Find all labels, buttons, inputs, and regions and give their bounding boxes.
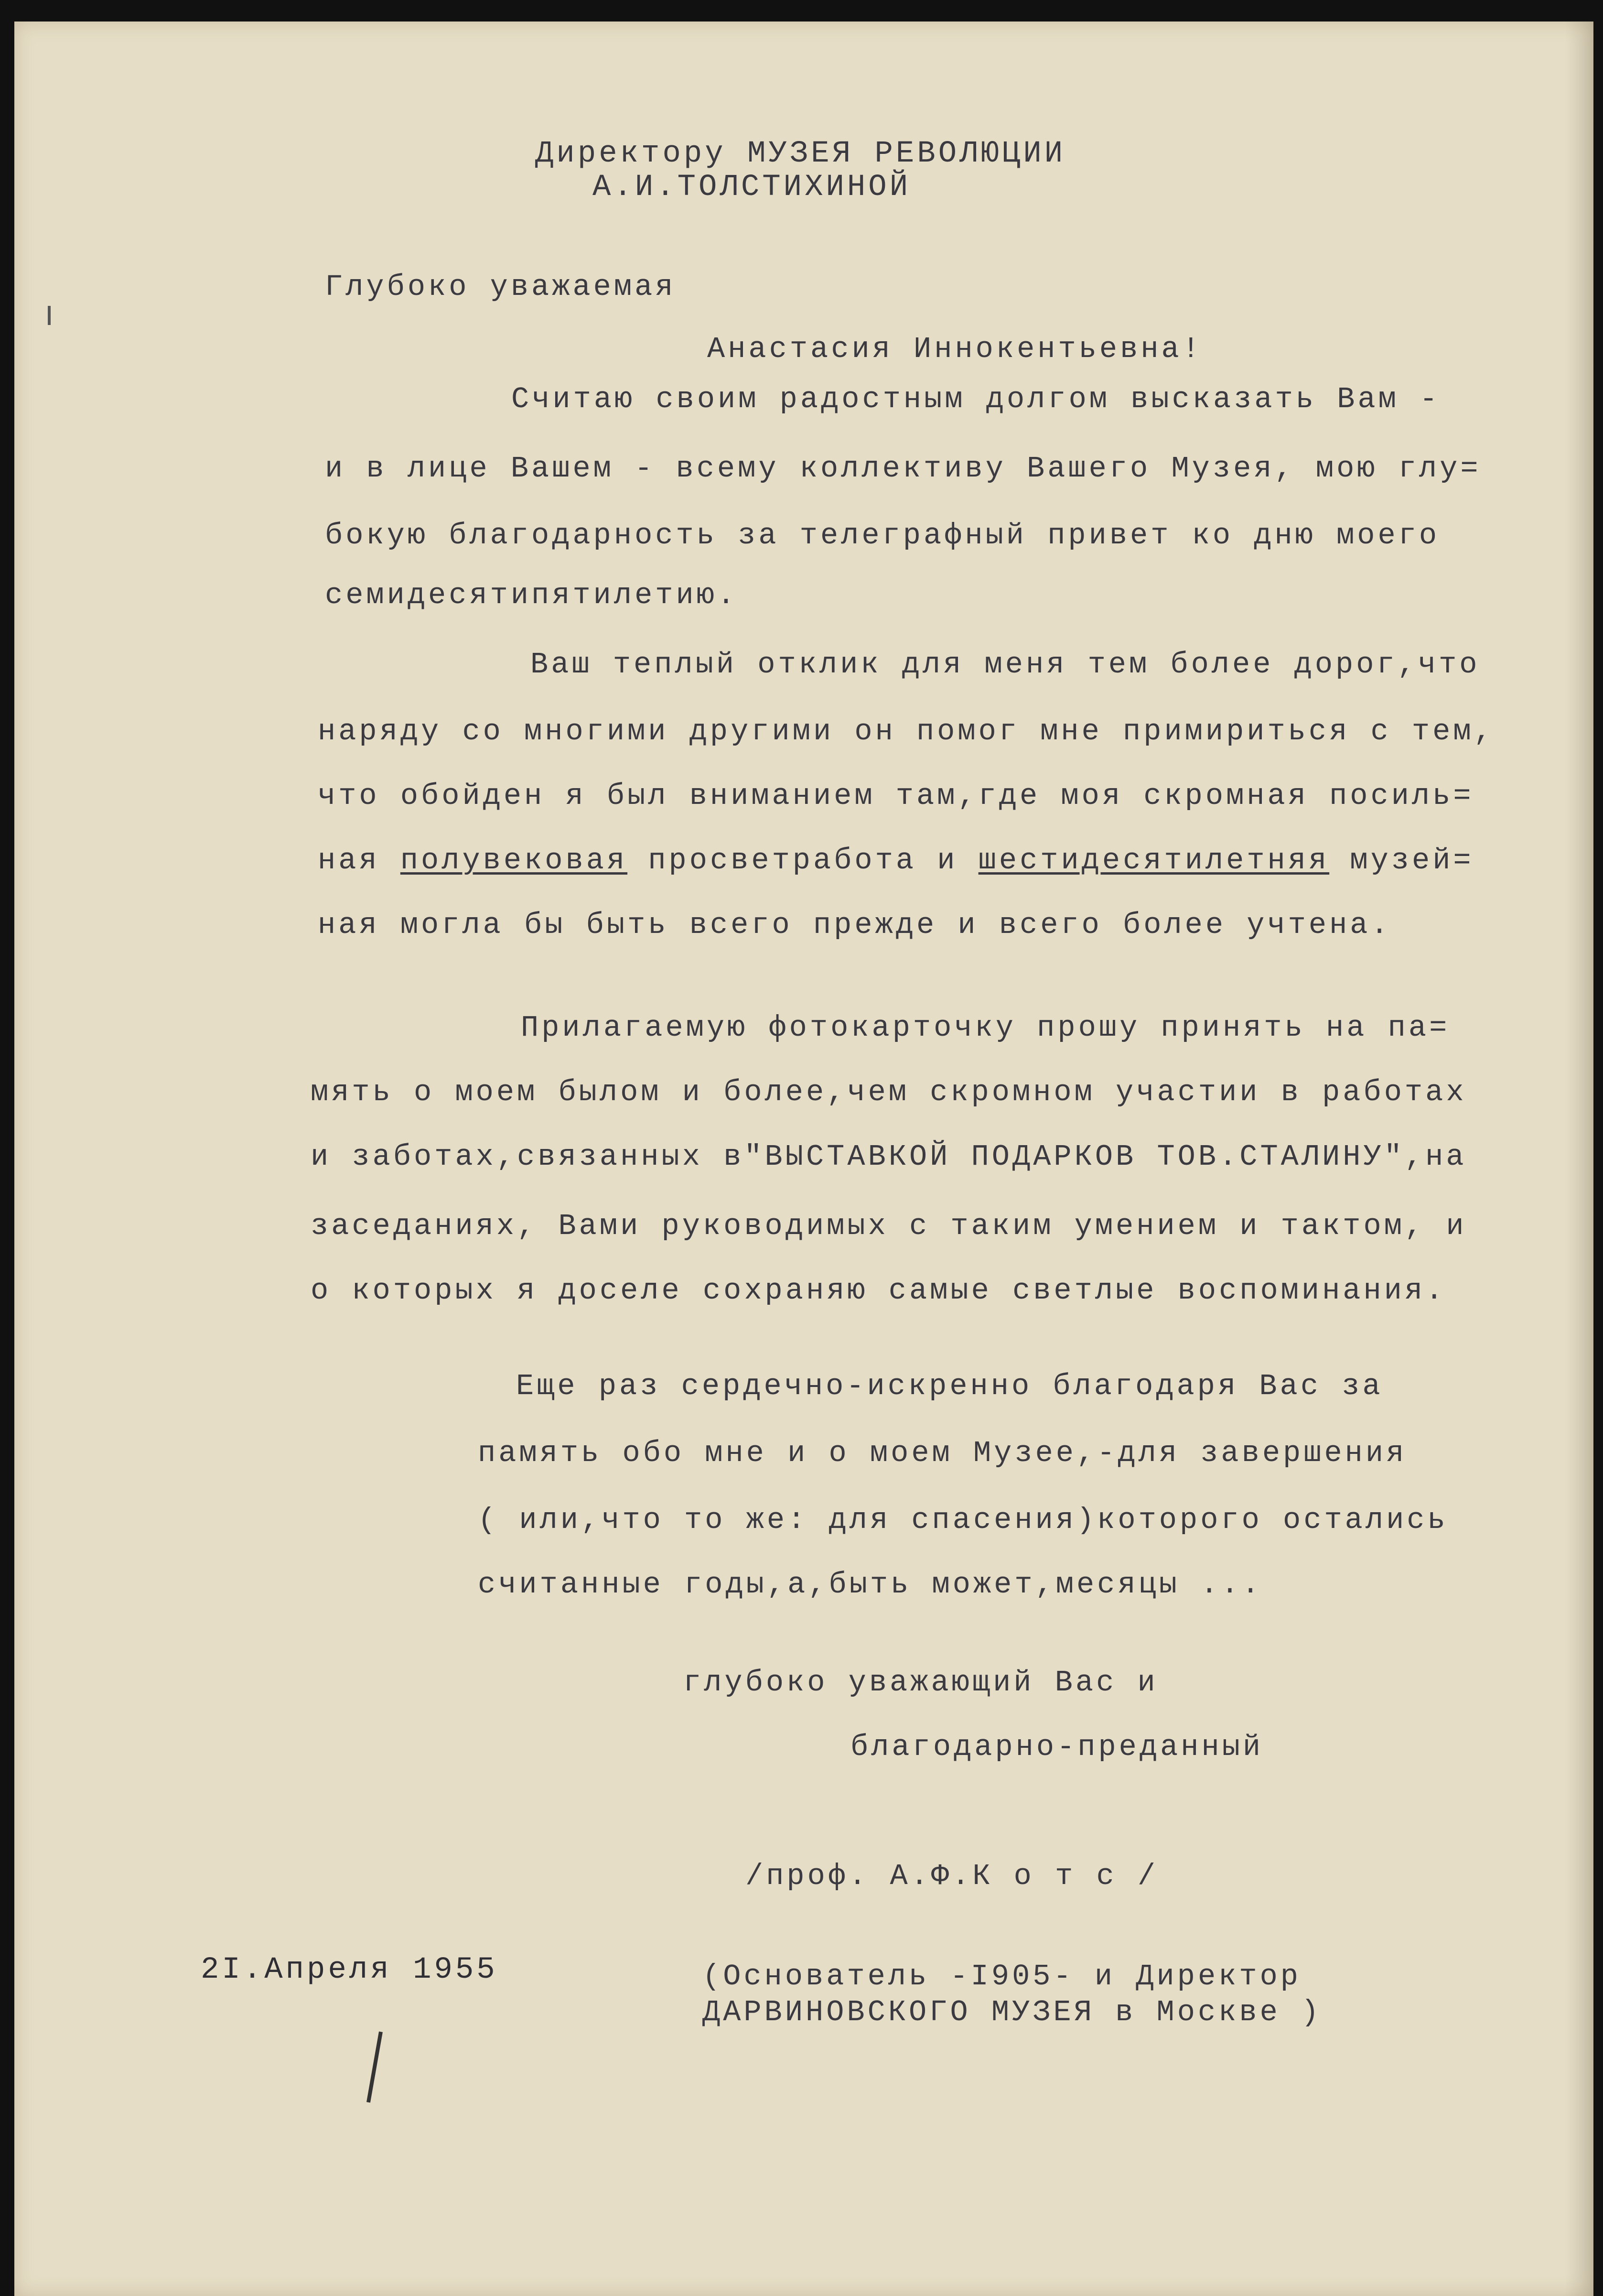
p2-line4-start: ная (318, 844, 380, 877)
p2-line3: что обойден я был вниманием там,где моя скромная посиль= (318, 779, 1474, 813)
p3-line3: и заботах,связанных в"ВЫСТАВКОЙ ПОДАРКОВ ТОВ.СТАЛИНУ",на (311, 1140, 1467, 1174)
letter-date: 2I.Апреля 1955 (201, 1953, 498, 1987)
p1-line1: Считаю своим радостным долгом высказать Вам - (511, 382, 1441, 416)
p3-line4: заседаниях, Вами руководимых с таким умением и тактом, и (311, 1209, 1467, 1243)
p3-line5: о которых я доселе сохраняю самые светлые воспоминания. (311, 1274, 1446, 1308)
p4-line3: ( или,что то же: для спасения)которого остались (478, 1503, 1448, 1537)
closing-line2: благодарно-преданный (850, 1730, 1264, 1764)
recipient-name: А.И.ТОЛСТИХИНОЙ (592, 170, 911, 205)
paper-edge-shadow (1565, 22, 1593, 2296)
p2-line2: наряду со многими другими он помог мне примириться с тем, (318, 715, 1495, 748)
p2-line4-mid: просветработа и (648, 844, 958, 877)
p2-line5: ная могла бы быть всего прежде и всего более учтена. (318, 908, 1391, 942)
p4-line2: память обо мне и о моем Музее,-для завершения (478, 1436, 1407, 1470)
p4-line1: Еще раз сердечно-искренно благодаря Вас за (516, 1369, 1383, 1403)
p3-line1: Прилагаемую фотокарточку прошу принять на па= (521, 1011, 1450, 1045)
closing-line1: глубоко уважающий Вас и (683, 1666, 1158, 1700)
p1-line4: семидесятипятилетию. (325, 578, 738, 612)
founder-line2: ДАРВИНОВСКОГО МУЗЕЯ в Москве ) (702, 1995, 1322, 2029)
underlined-sixty-years: шестидесятилетняя (978, 844, 1330, 877)
p2-line1: Ваш теплый отклик для меня тем более дорог,что (530, 648, 1480, 682)
p4-line4: считанные годы,а,быть может,месяцы ... (478, 1568, 1262, 1602)
recipient-title: Директору МУЗЕЯ РЕВОЛЮЦИИ (535, 137, 1066, 171)
p2-line4-end: музей= (1350, 844, 1474, 877)
founder-line1: (Основатель -I905- и Директор (702, 1960, 1301, 1993)
greeting-line2: Анастасия Иннокентьевна! (707, 332, 1203, 366)
underlined-half-century: полувековая (400, 844, 628, 877)
p3-line2: мять о моем былом и более,чем скромном участии в работах (311, 1075, 1467, 1109)
p2-line4 (318, 846, 1474, 876)
greeting-line1: Глубоко уважаемая (325, 270, 676, 304)
margin-tick-mark (48, 306, 51, 325)
p1-line3: бокую благодарность за телеграфный привет ко дню моего (325, 519, 1440, 552)
p1-line2: и в лице Вашем - всему коллективу Вашего Музея, мою глу= (325, 452, 1481, 486)
signature: /проф. А.Ф.К о т с / (745, 1859, 1159, 1893)
